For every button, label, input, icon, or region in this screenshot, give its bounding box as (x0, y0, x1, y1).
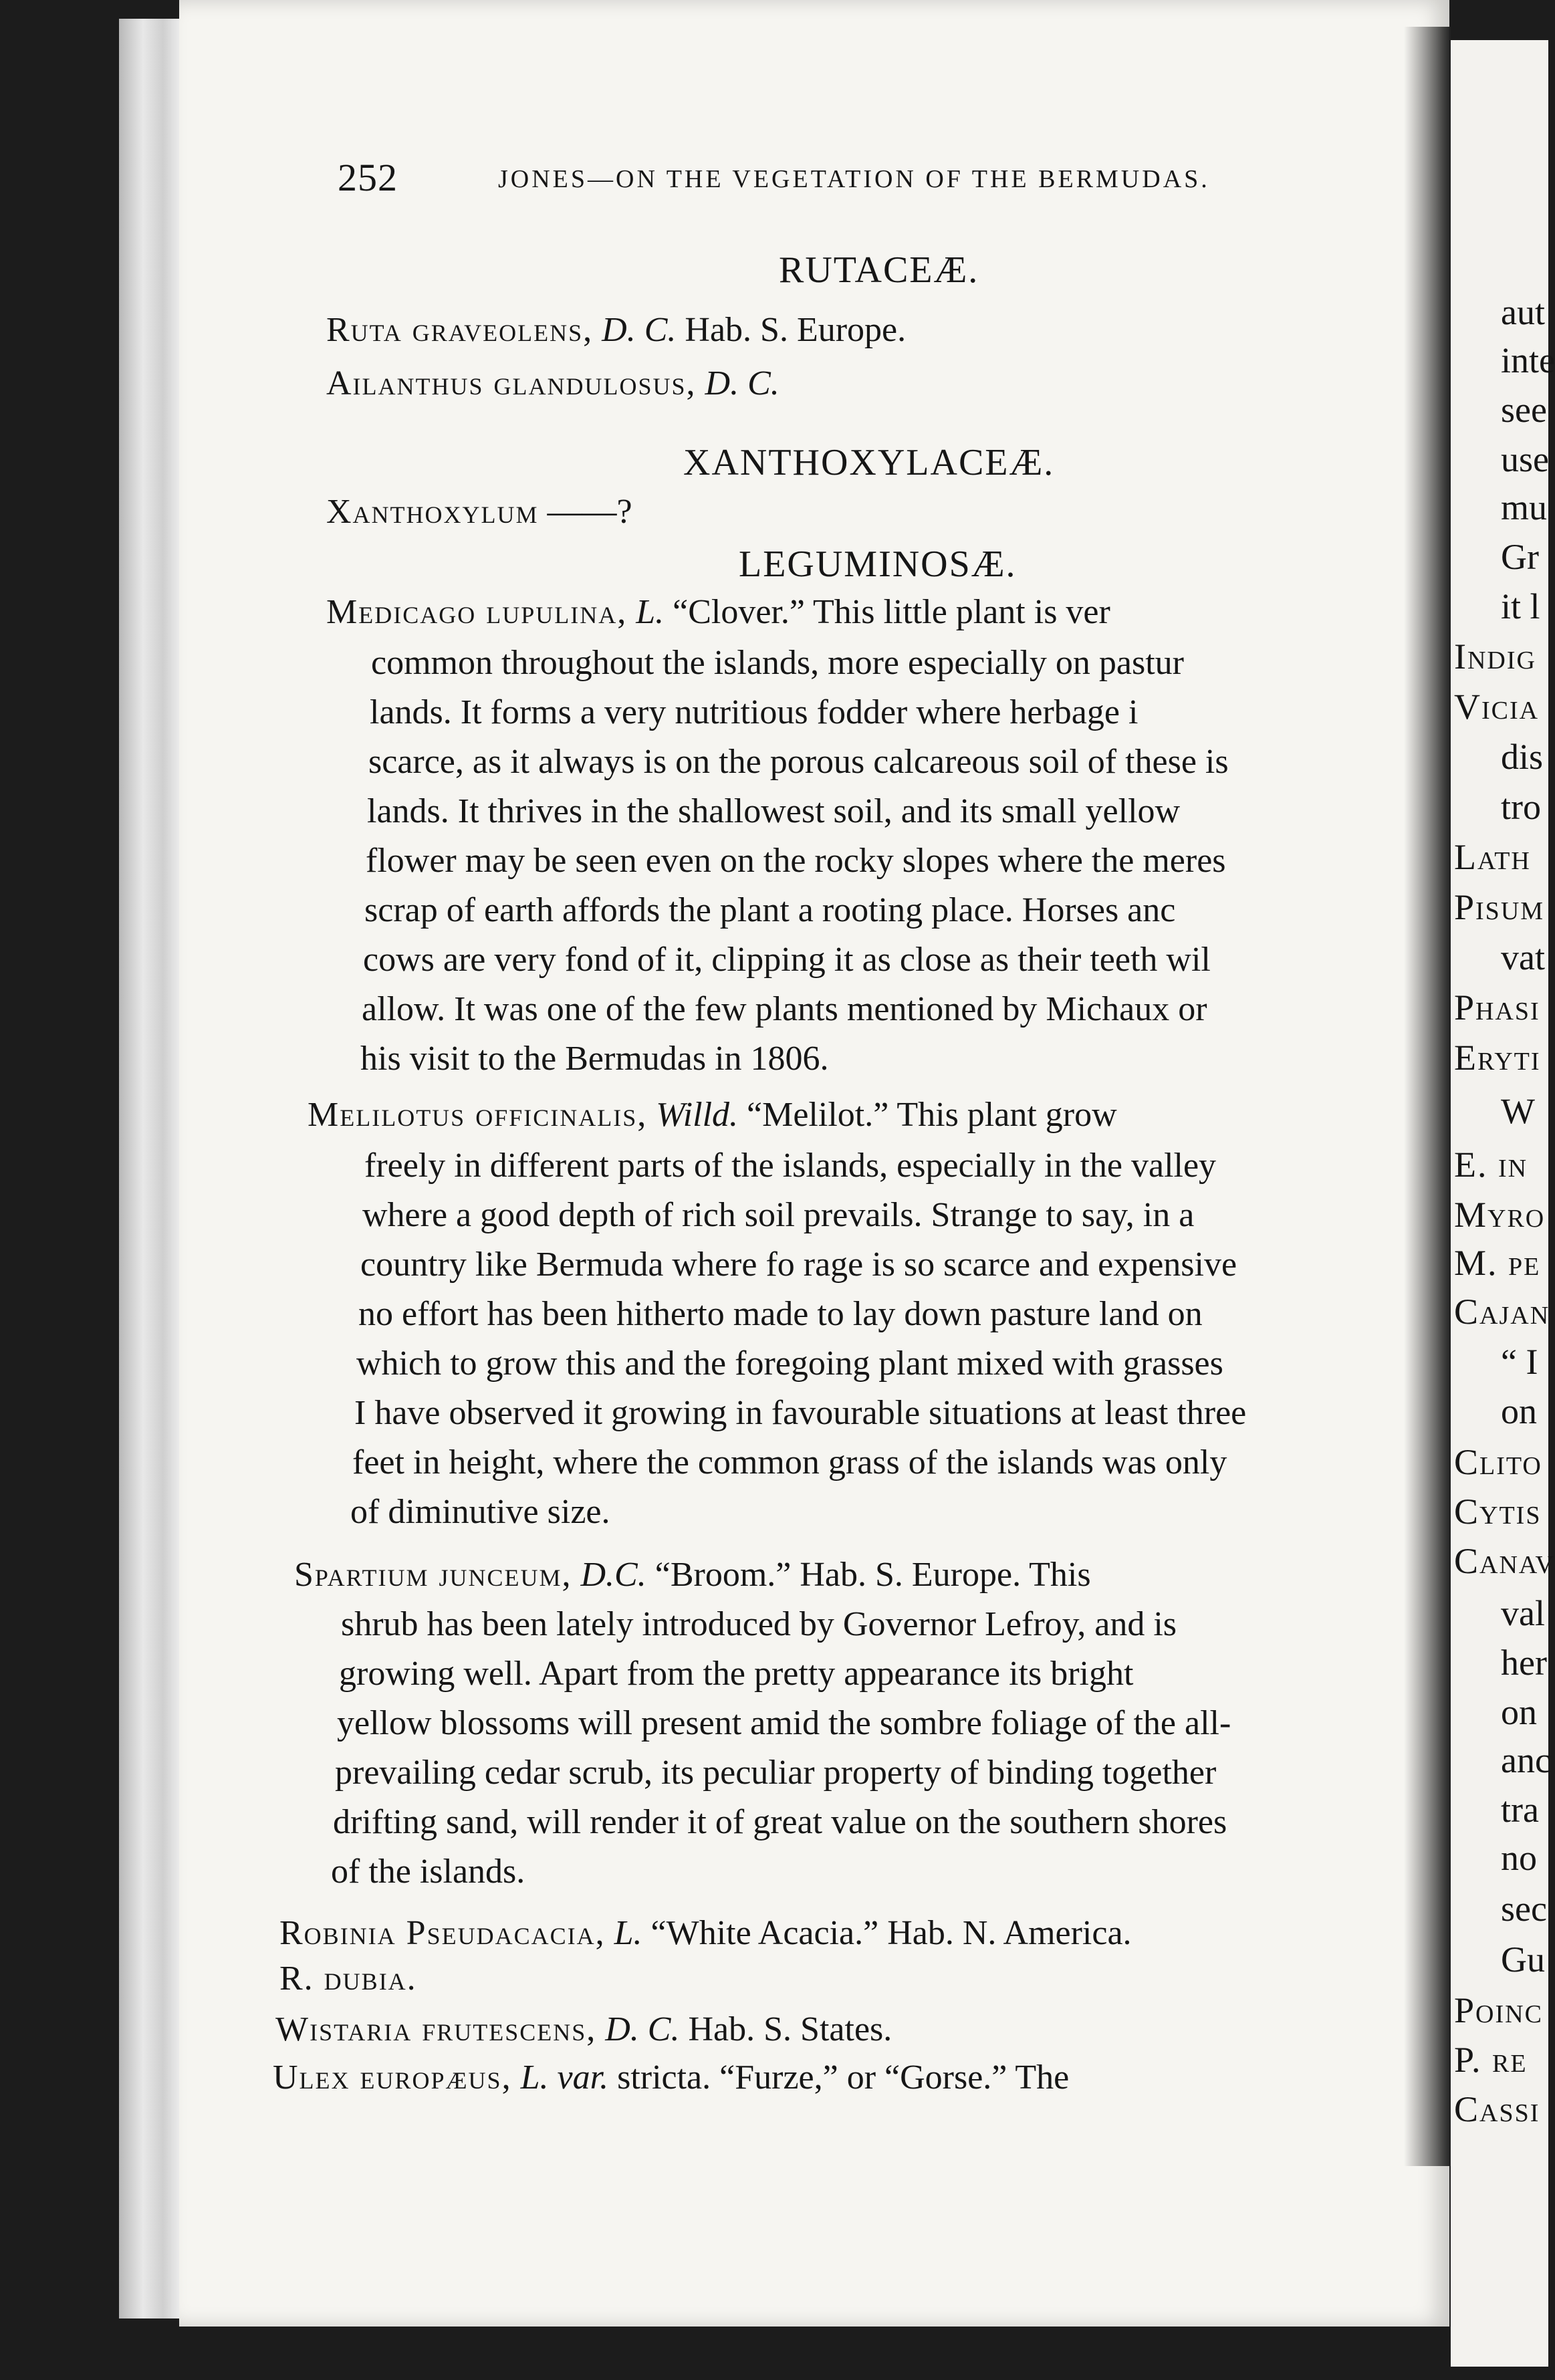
facing-page-line: dis (1501, 737, 1544, 777)
body-line: allow. It was one of the few plants mentioned by Michaux or (362, 990, 1207, 1028)
running-title: JONES—ON THE VEGETATION OF THE BERMUDAS. (498, 165, 1210, 193)
facing-page-line: no (1501, 1838, 1537, 1878)
body-line: scrap of earth affords the plant a rooting place. Horses anc (364, 891, 1176, 929)
query-mark: ——? (547, 493, 632, 531)
authority: D. C. (605, 2010, 680, 2048)
species-name: Wistaria frutescens, (275, 2010, 597, 2048)
facing-page-line: Gr (1501, 537, 1539, 577)
facing-page-line: Myro (1454, 1195, 1546, 1235)
body-line: growing well. Apart from the pretty appearance its bright (339, 1655, 1134, 1693)
body-line: shrub has been lately introduced by Governor Lefroy, and is (341, 1605, 1177, 1643)
species-name: Medicago lupulina, (326, 593, 628, 631)
facing-page-line: use (1501, 439, 1549, 479)
body-line: drifting sand, will render it of great value on the southern shores (333, 1803, 1227, 1841)
entry-spartium-junceum (294, 1558, 1091, 1592)
facing-page-line: inte (1501, 340, 1555, 380)
entry-text: “Broom.” Hab. S. Europe. This (654, 1556, 1091, 1594)
facing-page-line: Pisum (1454, 887, 1545, 927)
body-line: which to grow this and the foregoing plant mixed with grasses (356, 1344, 1223, 1383)
facing-page-line: on (1501, 1391, 1537, 1431)
facing-page-line: Indig (1454, 636, 1536, 677)
facing-page-line: see (1501, 390, 1547, 430)
entry-text: Hab. S. States. (688, 2010, 892, 2048)
facing-page-line: tro (1501, 787, 1541, 827)
facing-page-line: anc (1501, 1740, 1551, 1780)
body-line: his visit to the Bermudas in 1806. (360, 1040, 829, 1078)
body-line: prevailing cedar scrub, its peculiar property of binding together (335, 1754, 1217, 1792)
species-name: Melilotus officinalis, (308, 1096, 648, 1134)
facing-page-line: Vicia (1454, 687, 1540, 727)
body-line: flower may be seen even on the rocky slopes where the meres (366, 842, 1226, 880)
body-line: country like Bermuda where fo rage is so scarce and expensive (360, 1245, 1237, 1284)
facing-page-line: Eryti (1454, 1038, 1541, 1078)
facing-page-line: her (1501, 1643, 1547, 1683)
entry-r-dubia (279, 1961, 417, 1996)
body-line: lands. It forms a very nutritious fodder where herbage i (370, 693, 1139, 731)
species-name: Robinia Pseudacacia, (279, 1914, 606, 1952)
family-heading-rutaceae: RUTACEÆ. (779, 249, 979, 291)
book-gutter-shadow (1404, 27, 1451, 2166)
entry-text: stricta. “Furze,” or “Gorse.” The (617, 2058, 1070, 2097)
species-name: R. dubia. (279, 1959, 417, 1998)
facing-page-line: mu (1501, 487, 1548, 527)
facing-page-line: Canav (1454, 1541, 1555, 1581)
body-line: scarce, as it always is on the porous calcareous soil of these is (368, 743, 1229, 781)
entry-ruta-graveolens (326, 313, 906, 348)
entry-ailanthus-glandulosus (326, 366, 780, 401)
entry-text: “White Acacia.” Hab. N. America. (650, 1914, 1132, 1952)
facing-page-line: Cytis (1454, 1492, 1542, 1532)
authority: D.C. (580, 1556, 646, 1594)
family-heading-leguminosae: LEGUMINOSÆ. (739, 544, 1017, 585)
facing-page-line: P. re (1454, 2040, 1528, 2080)
facing-page-line: M. pe (1454, 1243, 1541, 1283)
facing-page-line: Phasi (1454, 987, 1540, 1028)
entry-ulex-europaeus (273, 2060, 1069, 2095)
species-name: Ulex europæus, (273, 2058, 512, 2097)
species-name: Ruta graveolens, (326, 311, 594, 349)
habitat: Hab. S. Europe. (685, 311, 907, 349)
facing-page-line: Poinc (1454, 1990, 1543, 2030)
facing-page-line: Gu (1501, 1939, 1545, 1980)
entry-text: “Melilot.” This plant grow (747, 1096, 1117, 1134)
body-line: where a good depth of rich soil prevails. Strange to say, in a (362, 1196, 1195, 1234)
entry-medicago-lupulina (326, 595, 1110, 630)
entry-melilotus-officinalis (308, 1098, 1117, 1133)
authority: D. C. (705, 364, 780, 402)
facing-page-line: val (1501, 1593, 1545, 1633)
family-heading-xanthoxylaceae: XANTHOXYLACEÆ. (683, 442, 1055, 483)
body-line: freely in different parts of the islands, especially in the valley (364, 1147, 1217, 1185)
entry-wistaria-frutescens (275, 2012, 892, 2047)
body-line: no effort has been hitherto made to lay down pasture land on (358, 1295, 1203, 1333)
facing-page-line: Cassi (1454, 2089, 1540, 2129)
facing-page-line: sec (1501, 1889, 1547, 1929)
body-line: common throughout the islands, more especially on pastur (371, 644, 1184, 682)
species-name: Spartium junceum, (294, 1556, 572, 1594)
facing-page-line: W (1501, 1091, 1535, 1131)
facing-page-line: “ I (1501, 1342, 1538, 1382)
authority: D. C. (602, 311, 677, 349)
body-line: of diminutive size. (350, 1493, 610, 1531)
entry-text: “Clover.” This little plant is ver (673, 593, 1110, 631)
facing-page-line: Cajan (1454, 1292, 1550, 1332)
entry-robinia-pseudacacia (279, 1916, 1132, 1951)
species-name: Xanthoxylum (326, 493, 539, 531)
facing-page-line: Lath (1454, 837, 1531, 877)
body-line: lands. It thrives in the shallowest soil, and its small yellow (367, 792, 1181, 830)
body-line: yellow blossoms will present amid the sombre foliage of the all- (337, 1704, 1231, 1742)
body-line: I have observed it growing in favourable situations at least three (354, 1394, 1247, 1432)
facing-page-line: it l (1501, 586, 1540, 626)
authority: Willd. (656, 1096, 739, 1134)
body-line: feet in height, where the common grass of the islands was only (352, 1443, 1227, 1481)
authority: L. var. (520, 2058, 609, 2097)
running-head (338, 155, 1354, 202)
facing-page-line: vat (1501, 937, 1545, 977)
facing-page-line: on (1501, 1692, 1537, 1732)
entry-xanthoxylum (326, 495, 632, 529)
facing-page-line: Clito (1454, 1442, 1542, 1482)
facing-page-line: tra (1501, 1790, 1539, 1830)
facing-page-line: E. in (1454, 1145, 1528, 1185)
facing-page-line: aut (1501, 292, 1545, 332)
body-line: cows are very fond of it, clipping it as close as their teeth wil (363, 941, 1211, 979)
body-line: of the islands. (331, 1853, 525, 1891)
authority: L. (636, 593, 665, 631)
species-name: Ailanthus glandulosus, (326, 364, 697, 402)
authority: L. (614, 1914, 642, 1952)
page-number: 252 (338, 156, 398, 199)
